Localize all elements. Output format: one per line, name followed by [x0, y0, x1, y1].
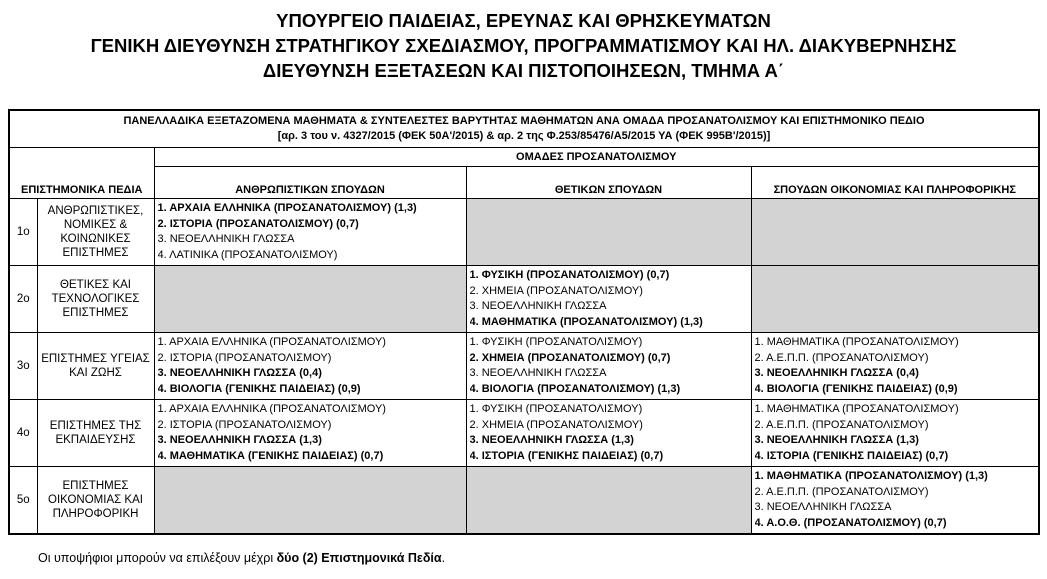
table-row: [9, 266, 1039, 333]
subjects-cell-economics-informatics: [751, 467, 1039, 535]
subject-item: 4. ΒΙΟΛΟΓΙΑ (ΓΕΝΙΚΗΣ ΠΑΙΔΕΙΑΣ) (0,9): [754, 382, 958, 395]
table-row: [9, 333, 1039, 400]
empty-cell-humanities: [154, 266, 466, 333]
ministry-title: ΥΠΟΥΡΓΕΙΟ ΠΑΙΔΕΙΑΣ, ΕΡΕΥΝΑΣ ΚΑΙ ΘΡΗΣΚΕΥΜΑΤΩΝ: [276, 10, 771, 31]
footer-emphasis: δύο (2) Επιστημονικά Πεδία: [276, 551, 442, 565]
subject-item: 1. ΜΑΘΗΜΑΤΙΚΑ (ΠΡΟΣΑΝΑΤΟΛΙΣΜΟΥ) (1,3): [754, 470, 988, 482]
subject-item: 2. ΙΣΤΟΡΙΑ (ΠΡΟΣΑΝΑΤΟΛΙΣΜΟΥ): [157, 418, 332, 431]
field-number: 1ο: [9, 199, 37, 266]
subject-item: 4. ΛΑΤΙΝΙΚΑ (ΠΡΟΣΑΝΑΤΟΛΙΣΜΟΥ): [157, 248, 338, 261]
subject-item: 2. Α.Ε.Π.Π. (ΠΡΟΣΑΝΑΤΟΛΙΣΜΟΥ): [754, 418, 929, 431]
subject-item: 1. ΦΥΣΙΚΗ (ΠΡΟΣΑΝΑΤΟΛΙΣΜΟΥ): [469, 403, 643, 415]
subjects-cell-sciences: [466, 400, 751, 467]
subjects-cell-sciences: [466, 266, 751, 333]
subject-item: 1. ΜΑΘΗΜΑΤΙΚΑ (ΠΡΟΣΑΝΑΤΟΛΙΣΜΟΥ): [754, 403, 959, 415]
scientific-fields-header: ΕΠΙΣΤΗΜΟΝΙΚΑ ΠΕΔΙΑ: [9, 148, 154, 199]
subject-item: 2. Α.Ε.Π.Π. (ΠΡΟΣΑΝΑΤΟΛΙΣΜΟΥ): [754, 351, 929, 364]
subject-item: 3. ΝΕΟΕΛΛΗΝΙΚΗ ΓΛΩΣΣΑ (1,3): [754, 434, 919, 446]
table-title-cell: [9, 110, 1039, 148]
table-row: [9, 199, 1039, 266]
field-name: ΘΕΤΙΚΕΣ ΚΑΙ ΤΕΧΝΟΛΟΓΙΚΕΣ ΕΠΙΣΤΗΜΕΣ: [37, 266, 154, 333]
subject-item: 2. Α.Ε.Π.Π. (ΠΡΟΣΑΝΑΤΟΛΙΣΜΟΥ): [754, 485, 929, 498]
document-header: [0, 8, 1047, 83]
field-number: 2ο: [9, 266, 37, 333]
subjects-cell-economics-informatics: [751, 400, 1039, 467]
field-number: 5ο: [9, 467, 37, 535]
footer-end: .: [441, 551, 446, 565]
field-name: ΕΠΙΣΤΗΜΕΣ ΟΙΚΟΝΟΜΙΑΣ ΚΑΙ ΠΛΗΡΟΦΟΡΙΚΗ: [37, 467, 154, 535]
subject-item: 3. ΝΕΟΕΛΛΗΝΙΚΗ ΓΛΩΣΣΑ (0,4): [157, 367, 322, 379]
field-name: ΕΠΙΣΤΗΜΕΣ ΤΗΣ ΕΚΠΑΙΔΕΥΣΗΣ: [37, 400, 154, 467]
empty-cell-economics-informatics: [751, 199, 1039, 266]
field-number: 4ο: [9, 400, 37, 467]
subject-item: 3. ΝΕΟΕΛΛΗΝΙΚΗ ΓΛΩΣΣΑ: [469, 367, 607, 379]
subjects-cell-humanities: [154, 400, 466, 467]
subjects-cell-economics-informatics: [751, 333, 1039, 400]
empty-cell-sciences: [466, 199, 751, 266]
empty-cell-humanities: [154, 467, 466, 535]
subject-item: 4. ΒΙΟΛΟΓΙΑ (ΠΡΟΣΑΝΑΤΟΛΙΣΜΟΥ) (1,3): [469, 382, 681, 395]
table-legal-reference: [αρ. 3 του ν. 4327/2015 (ΦΕΚ 50Α'/2015) & αρ. 2 της Φ.253/85476/Α5/2015 ΥΑ (ΦΕΚ 995Β'/2015)]: [277, 130, 771, 142]
subjects-cell-humanities: [154, 199, 466, 266]
directorate-general-title: ΓΕΝΙΚΗ ΔΙΕΥΘΥΝΣΗ ΣΤΡΑΤΗΓΙΚΟΥ ΣΧΕΔΙΑΣΜΟΥ, ΠΡΟΓΡΑΜΜΑΤΙΣΜΟΥ ΚΑΙ ΗΛ. ΔΙΑΚΥΒΕΡΝΗΣΗΣ: [90, 35, 957, 56]
empty-cell-sciences: [466, 467, 751, 535]
field-name: ΕΠΙΣΤΗΜΕΣ ΥΓΕΙΑΣ ΚΑΙ ΖΩΗΣ: [37, 333, 154, 400]
subject-item: 1. ΑΡΧΑΙΑ ΕΛΛΗΝΙΚΑ (ΠΡΟΣΑΝΑΤΟΛΙΣΜΟΥ) (1,3): [157, 202, 417, 214]
footer-note: [38, 551, 445, 565]
column-header-humanities: ΑΝΘΡΩΠΙΣΤΙΚΩΝ ΣΠΟΥΔΩΝ: [154, 167, 466, 199]
subject-item: 4. Α.Ο.Θ. (ΠΡΟΣΑΝΑΤΟΛΙΣΜΟΥ) (0,7): [754, 516, 947, 529]
subject-item: 1. ΑΡΧΑΙΑ ΕΛΛΗΝΙΚΑ (ΠΡΟΣΑΝΑΤΟΛΙΣΜΟΥ): [157, 336, 386, 348]
empty-cell-economics-informatics: [751, 266, 1039, 333]
subject-item: 3. ΝΕΟΕΛΛΗΝΙΚΗ ΓΛΩΣΣΑ (0,4): [754, 367, 919, 379]
subject-item: 4. ΙΣΤΟΡΙΑ (ΓΕΝΙΚΗΣ ΠΑΙΔΕΙΑΣ) (0,7): [469, 449, 664, 462]
subject-item: 3. ΝΕΟΕΛΛΗΝΙΚΗ ΓΛΩΣΣΑ: [754, 501, 892, 513]
column-header-sciences: ΘΕΤΙΚΩΝ ΣΠΟΥΔΩΝ: [466, 167, 751, 199]
field-number: 3ο: [9, 333, 37, 400]
directorate-title: ΔΙΕΥΘΥΝΣΗ ΕΞΕΤΑΣΕΩΝ ΚΑΙ ΠΙΣΤΟΠΟΙΗΣΕΩΝ, ΤΜΗΜΑ Α΄: [262, 60, 785, 81]
subject-item: 2. ΧΗΜΕΙΑ (ΠΡΟΣΑΝΑΤΟΛΙΣΜΟΥ): [469, 284, 643, 297]
subjects-cell-humanities: [154, 333, 466, 400]
subject-item: 1. ΦΥΣΙΚΗ (ΠΡΟΣΑΝΑΤΟΛΙΣΜΟΥ): [469, 336, 643, 348]
subject-item: 4. ΒΙΟΛΟΓΙΑ (ΓΕΝΙΚΗΣ ΠΑΙΔΕΙΑΣ) (0,9): [157, 382, 361, 395]
subject-item: 3. ΝΕΟΕΛΛΗΝΙΚΗ ΓΛΩΣΣΑ (1,3): [157, 434, 322, 446]
footer-text: Οι υποψήφιοι μπορούν να επιλέξουν μέχρι: [38, 551, 277, 565]
subject-item: 4. ΜΑΘΗΜΑΤΙΚΑ (ΓΕΝΙΚΗΣ ΠΑΙΔΕΙΑΣ) (0,7): [157, 449, 384, 462]
subject-item: 3. ΝΕΟΕΛΛΗΝΙΚΗ ΓΛΩΣΣΑ (1,3): [469, 434, 634, 446]
subject-item: 3. ΝΕΟΕΛΛΗΝΙΚΗ ΓΛΩΣΣΑ: [157, 233, 295, 245]
subjects-cell-sciences: [466, 333, 751, 400]
field-name: ΑΝΘΡΩΠΙΣΤΙΚΕΣ, ΝΟΜΙΚΕΣ & ΚΟΙΝΩΝΙΚΕΣ ΕΠΙΣΤΗΜΕΣ: [37, 199, 154, 266]
subject-item: 2. ΧΗΜΕΙΑ (ΠΡΟΣΑΝΑΤΟΛΙΣΜΟΥ): [469, 418, 643, 431]
subject-item: 1. ΜΑΘΗΜΑΤΙΚΑ (ΠΡΟΣΑΝΑΤΟΛΙΣΜΟΥ): [754, 336, 959, 348]
subject-item: 2. ΙΣΤΟΡΙΑ (ΠΡΟΣΑΝΑΤΟΛΙΣΜΟΥ): [157, 351, 332, 364]
orientation-groups-header: ΟΜΑΔΕΣ ΠΡΟΣΑΝΑΤΟΛΙΣΜΟΥ: [154, 148, 1039, 167]
table-row: [9, 467, 1039, 535]
subject-item: 4. ΙΣΤΟΡΙΑ (ΓΕΝΙΚΗΣ ΠΑΙΔΕΙΑΣ) (0,7): [754, 449, 949, 462]
column-header-economics-informatics: ΣΠΟΥΔΩΝ ΟΙΚΟΝΟΜΙΑΣ ΚΑΙ ΠΛΗΡΟΦΟΡΙΚΗΣ: [751, 167, 1039, 199]
subject-item: 2. ΧΗΜΕΙΑ (ΠΡΟΣΑΝΑΤΟΛΙΣΜΟΥ) (0,7): [469, 351, 671, 364]
subject-item: 3. ΝΕΟΕΛΛΗΝΙΚΗ ΓΛΩΣΣΑ: [469, 300, 607, 312]
subject-item: 1. ΑΡΧΑΙΑ ΕΛΛΗΝΙΚΑ (ΠΡΟΣΑΝΑΤΟΛΙΣΜΟΥ): [157, 403, 386, 415]
subject-item: 2. ΙΣΤΟΡΙΑ (ΠΡΟΣΑΝΑΤΟΛΙΣΜΟΥ) (0,7): [157, 217, 359, 230]
table-row: [9, 400, 1039, 467]
subject-item: 4. ΜΑΘΗΜΑΤΙΚΑ (ΠΡΟΣΑΝΑΤΟΛΙΣΜΟΥ) (1,3): [469, 315, 703, 328]
table-title: ΠΑΝΕΛΛΑΔΙΚΑ ΕΞΕΤΑΖΟΜΕΝΑ ΜΑΘΗΜΑΤΑ & ΣΥΝΤΕΛΕΣΤΕΣ ΒΑΡΥΤΗΤΑΣ ΜΑΘΗΜΑΤΩΝ ΑΝΑ ΟΜΑΔΑ ΠΡΟΣΑΝΑΤΟΛΙΣΜΟΥ ΚΑΙ ΕΠΙΣΤΗΜΟΝΙΚΟ ΠΕΔΙΟ: [123, 115, 925, 127]
subject-item: 1. ΦΥΣΙΚΗ (ΠΡΟΣΑΝΑΤΟΛΙΣΜΟΥ) (0,7): [469, 269, 670, 281]
subjects-table: [8, 109, 1040, 535]
